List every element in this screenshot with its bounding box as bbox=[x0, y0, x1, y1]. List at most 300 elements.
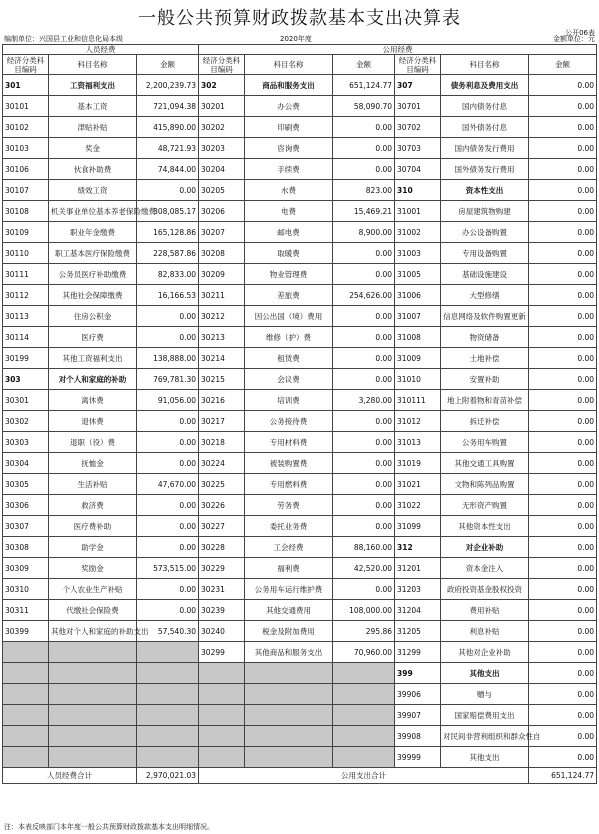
amount-cell bbox=[137, 747, 199, 768]
name-cell: 奖励金 bbox=[49, 558, 137, 579]
amount-cell bbox=[333, 684, 395, 705]
amount-cell: 0.00 bbox=[137, 411, 199, 432]
code-cell: 30702 bbox=[395, 117, 441, 138]
code-cell: 30303 bbox=[3, 432, 49, 453]
amount-cell: 0.00 bbox=[529, 705, 597, 726]
name-cell: 电费 bbox=[245, 201, 333, 222]
name-cell: 助学金 bbox=[49, 537, 137, 558]
code-cell: 39908 bbox=[395, 726, 441, 747]
name-cell: 债务利息及费用支出 bbox=[441, 75, 529, 96]
amount-cell: 0.00 bbox=[333, 411, 395, 432]
amount-cell: 0.00 bbox=[529, 348, 597, 369]
col-header-code: 经济分类科目编码 bbox=[395, 55, 441, 75]
name-cell: 国家赔偿费用支出 bbox=[441, 705, 529, 726]
table-row bbox=[3, 495, 597, 516]
amount-cell: 0.00 bbox=[529, 369, 597, 390]
code-cell: 307 bbox=[395, 75, 441, 96]
amount-cell: 0.00 bbox=[333, 138, 395, 159]
amount-cell: 58,090.70 bbox=[333, 96, 395, 117]
code-cell: 310111 bbox=[395, 390, 441, 411]
name-cell bbox=[49, 684, 137, 705]
amount-cell: 0.00 bbox=[529, 579, 597, 600]
name-cell: 其他资本性支出 bbox=[441, 516, 529, 537]
table-row bbox=[3, 516, 597, 537]
name-cell: 印刷费 bbox=[245, 117, 333, 138]
name-cell: 资本性支出 bbox=[441, 180, 529, 201]
table-row bbox=[3, 327, 597, 348]
code-cell: 303 bbox=[3, 369, 49, 390]
amount-cell: 0.00 bbox=[333, 369, 395, 390]
table-row bbox=[3, 201, 597, 222]
amount-cell: 0.00 bbox=[137, 495, 199, 516]
code-cell: 30302 bbox=[3, 411, 49, 432]
name-cell: 办公费 bbox=[245, 96, 333, 117]
code-cell bbox=[199, 726, 245, 747]
code-cell: 30701 bbox=[395, 96, 441, 117]
amount-cell: 0.00 bbox=[333, 432, 395, 453]
name-cell: 其他工资福利支出 bbox=[49, 348, 137, 369]
code-cell: 301 bbox=[3, 75, 49, 96]
name-cell bbox=[245, 663, 333, 684]
amount-cell: 651,124.77 bbox=[333, 75, 395, 96]
name-cell bbox=[49, 726, 137, 747]
code-cell: 30227 bbox=[199, 516, 245, 537]
code-cell: 302 bbox=[199, 75, 245, 96]
name-cell: 劳务费 bbox=[245, 495, 333, 516]
name-cell: 拆迁补偿 bbox=[441, 411, 529, 432]
code-cell: 30111 bbox=[3, 264, 49, 285]
name-cell: 生活补贴 bbox=[49, 474, 137, 495]
code-cell: 30229 bbox=[199, 558, 245, 579]
amount-cell: 0.00 bbox=[333, 327, 395, 348]
name-cell: 差旅费 bbox=[245, 285, 333, 306]
code-cell bbox=[199, 663, 245, 684]
code-cell: 30208 bbox=[199, 243, 245, 264]
code-cell: 310 bbox=[395, 180, 441, 201]
table-row bbox=[3, 243, 597, 264]
amount-cell: 3,280.00 bbox=[333, 390, 395, 411]
code-cell: 31006 bbox=[395, 285, 441, 306]
code-cell: 30201 bbox=[199, 96, 245, 117]
amount-cell: 0.00 bbox=[529, 327, 597, 348]
code-cell bbox=[199, 684, 245, 705]
personnel-total-value: 2,970,021.03 bbox=[137, 768, 199, 784]
amount-cell: 0.00 bbox=[333, 306, 395, 327]
amount-cell: 0.00 bbox=[333, 579, 395, 600]
name-cell: 土地补偿 bbox=[441, 348, 529, 369]
amount-cell: 0.00 bbox=[529, 390, 597, 411]
code-cell: 30399 bbox=[3, 621, 49, 642]
code-cell: 30102 bbox=[3, 117, 49, 138]
code-cell: 30112 bbox=[3, 285, 49, 306]
code-cell: 30211 bbox=[199, 285, 245, 306]
table-row bbox=[3, 684, 597, 705]
code-cell: 31205 bbox=[395, 621, 441, 642]
code-cell bbox=[3, 642, 49, 663]
code-cell bbox=[3, 747, 49, 768]
amount-cell: 0.00 bbox=[529, 516, 597, 537]
name-cell: 机关事业单位基本养老保险缴费 bbox=[49, 201, 137, 222]
amount-cell: 0.00 bbox=[529, 264, 597, 285]
amount-cell: 0.00 bbox=[529, 642, 597, 663]
name-cell: 基础设施建设 bbox=[441, 264, 529, 285]
name-cell: 伙食补助费 bbox=[49, 159, 137, 180]
name-cell: 国内债务付息 bbox=[441, 96, 529, 117]
table-row bbox=[3, 411, 597, 432]
code-cell: 31007 bbox=[395, 306, 441, 327]
amount-cell: 82,833.00 bbox=[137, 264, 199, 285]
amount-cell: 108,000.00 bbox=[333, 600, 395, 621]
amount-cell: 0.00 bbox=[333, 453, 395, 474]
name-cell: 委托业务费 bbox=[245, 516, 333, 537]
col-header-amount: 金额 bbox=[333, 55, 395, 75]
code-cell: 39999 bbox=[395, 747, 441, 768]
amount-cell bbox=[333, 663, 395, 684]
amount-cell: 0.00 bbox=[333, 264, 395, 285]
name-cell: 抚恤金 bbox=[49, 453, 137, 474]
name-cell: 水费 bbox=[245, 180, 333, 201]
col-header-amount: 金额 bbox=[137, 55, 199, 75]
code-cell: 30110 bbox=[3, 243, 49, 264]
code-cell bbox=[3, 663, 49, 684]
name-cell: 办公设备购置 bbox=[441, 222, 529, 243]
code-cell: 30114 bbox=[3, 327, 49, 348]
year-label: 2020年度 bbox=[280, 35, 312, 43]
name-cell: 代缴社会保险费 bbox=[49, 600, 137, 621]
code-cell: 30225 bbox=[199, 474, 245, 495]
table-row bbox=[3, 222, 597, 243]
amount-cell: 0.00 bbox=[529, 537, 597, 558]
name-cell: 救济费 bbox=[49, 495, 137, 516]
name-cell: 租赁费 bbox=[245, 348, 333, 369]
name-cell: 其他支出 bbox=[441, 747, 529, 768]
name-cell: 退休费 bbox=[49, 411, 137, 432]
name-cell: 绩效工资 bbox=[49, 180, 137, 201]
code-cell: 31204 bbox=[395, 600, 441, 621]
table-row bbox=[3, 264, 597, 285]
code-cell: 31008 bbox=[395, 327, 441, 348]
amount-cell: 2,200,239.73 bbox=[137, 75, 199, 96]
amount-cell bbox=[333, 726, 395, 747]
amount-cell: 0.00 bbox=[333, 516, 395, 537]
amount-cell: 47,670.00 bbox=[137, 474, 199, 495]
amount-cell: 0.00 bbox=[333, 243, 395, 264]
table-row bbox=[3, 663, 597, 684]
amount-cell bbox=[137, 684, 199, 705]
name-cell: 国外债务付息 bbox=[441, 117, 529, 138]
table-row bbox=[3, 306, 597, 327]
name-cell: 因公出国（境）费用 bbox=[245, 306, 333, 327]
code-cell: 30212 bbox=[199, 306, 245, 327]
amount-cell: 0.00 bbox=[529, 621, 597, 642]
amount-cell: 0.00 bbox=[529, 243, 597, 264]
col-header-amount: 金额 bbox=[529, 55, 597, 75]
amount-cell: 0.00 bbox=[529, 96, 597, 117]
table-code: 公开06表 bbox=[565, 29, 595, 37]
public-total-value: 651,124.77 bbox=[529, 768, 597, 784]
expenditure-table bbox=[2, 44, 597, 784]
code-cell: 31201 bbox=[395, 558, 441, 579]
col-header-code: 经济分类科目编码 bbox=[3, 55, 49, 75]
name-cell: 福利费 bbox=[245, 558, 333, 579]
name-cell: 地上附着物和青苗补偿 bbox=[441, 390, 529, 411]
amount-cell: 823.00 bbox=[333, 180, 395, 201]
code-cell: 30214 bbox=[199, 348, 245, 369]
code-cell: 30215 bbox=[199, 369, 245, 390]
code-cell: 30305 bbox=[3, 474, 49, 495]
amount-cell: 15,469.21 bbox=[333, 201, 395, 222]
table-row bbox=[3, 621, 597, 642]
table-row bbox=[3, 579, 597, 600]
name-cell: 其他社会保障缴费 bbox=[49, 285, 137, 306]
name-cell bbox=[245, 684, 333, 705]
code-cell: 30207 bbox=[199, 222, 245, 243]
name-cell: 手续费 bbox=[245, 159, 333, 180]
amount-cell: 0.00 bbox=[529, 75, 597, 96]
amount-cell: 16,166.53 bbox=[137, 285, 199, 306]
code-cell: 30304 bbox=[3, 453, 49, 474]
name-cell: 个人农业生产补贴 bbox=[49, 579, 137, 600]
name-cell: 税金及附加费用 bbox=[245, 621, 333, 642]
amount-cell: 57,540.30 bbox=[137, 621, 199, 642]
name-cell: 职工基本医疗保险缴费 bbox=[49, 243, 137, 264]
amount-cell: 0.00 bbox=[529, 684, 597, 705]
name-cell: 其他商品和服务支出 bbox=[245, 642, 333, 663]
amount-cell: 0.00 bbox=[529, 474, 597, 495]
code-cell: 31001 bbox=[395, 201, 441, 222]
code-cell: 30109 bbox=[3, 222, 49, 243]
col-header-code: 经济分类科目编码 bbox=[199, 55, 245, 75]
table-row bbox=[3, 348, 597, 369]
code-cell bbox=[199, 747, 245, 768]
amount-cell: 0.00 bbox=[333, 348, 395, 369]
code-cell: 30239 bbox=[199, 600, 245, 621]
code-cell: 31099 bbox=[395, 516, 441, 537]
amount-cell: 254,626.00 bbox=[333, 285, 395, 306]
amount-cell: 0.00 bbox=[137, 516, 199, 537]
name-cell: 公务用车购置 bbox=[441, 432, 529, 453]
amount-cell: 0.00 bbox=[137, 579, 199, 600]
amount-cell: 0.00 bbox=[529, 306, 597, 327]
name-cell: 对个人和家庭的补助 bbox=[49, 369, 137, 390]
name-cell: 津贴补贴 bbox=[49, 117, 137, 138]
name-cell: 资本金注入 bbox=[441, 558, 529, 579]
name-cell: 物资储备 bbox=[441, 327, 529, 348]
table-row bbox=[3, 726, 597, 747]
name-cell: 邮电费 bbox=[245, 222, 333, 243]
amount-cell: 0.00 bbox=[529, 663, 597, 684]
name-cell: 费用补贴 bbox=[441, 600, 529, 621]
code-cell: 30209 bbox=[199, 264, 245, 285]
code-cell: 31022 bbox=[395, 495, 441, 516]
name-cell bbox=[245, 726, 333, 747]
amount-cell: 0.00 bbox=[529, 138, 597, 159]
amount-cell: 0.00 bbox=[333, 117, 395, 138]
code-cell: 30106 bbox=[3, 159, 49, 180]
table-row bbox=[3, 642, 597, 663]
amount-cell: 0.00 bbox=[333, 474, 395, 495]
name-cell: 其他交通费用 bbox=[245, 600, 333, 621]
amount-cell: 70,960.00 bbox=[333, 642, 395, 663]
amount-cell: 165,128.86 bbox=[137, 222, 199, 243]
name-cell bbox=[245, 705, 333, 726]
code-cell: 30306 bbox=[3, 495, 49, 516]
amount-cell: 721,094.38 bbox=[137, 96, 199, 117]
table-row bbox=[3, 180, 597, 201]
table-row bbox=[3, 285, 597, 306]
name-cell: 其他交通工具购置 bbox=[441, 453, 529, 474]
table-row bbox=[3, 75, 597, 96]
footnote: 注：本表反映部门本年度一般公共预算财政拨款基本支出明细情况。 bbox=[4, 823, 214, 831]
name-cell: 其他对个人和家庭的补助支出 bbox=[49, 621, 137, 642]
amount-cell bbox=[333, 705, 395, 726]
name-cell bbox=[49, 747, 137, 768]
table-row bbox=[3, 159, 597, 180]
code-cell: 31003 bbox=[395, 243, 441, 264]
amount-cell: 0.00 bbox=[529, 453, 597, 474]
name-cell bbox=[49, 642, 137, 663]
amount-cell: 0.00 bbox=[137, 180, 199, 201]
amount-cell: 0.00 bbox=[529, 159, 597, 180]
name-cell: 大型修缮 bbox=[441, 285, 529, 306]
code-cell: 31009 bbox=[395, 348, 441, 369]
name-cell: 退职（役）费 bbox=[49, 432, 137, 453]
amount-cell: 295.86 bbox=[333, 621, 395, 642]
code-cell: 30703 bbox=[395, 138, 441, 159]
code-cell: 30205 bbox=[199, 180, 245, 201]
table-row bbox=[3, 558, 597, 579]
table-body bbox=[3, 75, 597, 768]
code-cell: 30231 bbox=[199, 579, 245, 600]
amount-cell: 138,888.00 bbox=[137, 348, 199, 369]
code-cell: 31010 bbox=[395, 369, 441, 390]
code-cell: 30299 bbox=[199, 642, 245, 663]
name-cell: 离休费 bbox=[49, 390, 137, 411]
code-cell: 399 bbox=[395, 663, 441, 684]
amount-cell: 0.00 bbox=[137, 453, 199, 474]
name-cell: 对民间非营利组织和群众性自 bbox=[441, 726, 529, 747]
table-row bbox=[3, 117, 597, 138]
code-cell: 30308 bbox=[3, 537, 49, 558]
table-row bbox=[3, 96, 597, 117]
code-cell: 31299 bbox=[395, 642, 441, 663]
amount-cell: 74,844.00 bbox=[137, 159, 199, 180]
amount-cell: 0.00 bbox=[137, 327, 199, 348]
amount-cell: 0.00 bbox=[529, 747, 597, 768]
amount-cell: 0.00 bbox=[333, 495, 395, 516]
code-cell bbox=[199, 705, 245, 726]
name-cell: 维修（护）费 bbox=[245, 327, 333, 348]
amount-cell: 0.00 bbox=[529, 726, 597, 747]
amount-cell: 0.00 bbox=[333, 159, 395, 180]
code-cell bbox=[3, 726, 49, 747]
code-cell: 30202 bbox=[199, 117, 245, 138]
name-cell: 物业管理费 bbox=[245, 264, 333, 285]
amount-cell: 0.00 bbox=[529, 180, 597, 201]
table-row bbox=[3, 390, 597, 411]
amount-cell: 88,160.00 bbox=[333, 537, 395, 558]
name-cell: 赠与 bbox=[441, 684, 529, 705]
code-cell: 30108 bbox=[3, 201, 49, 222]
amount-cell: 573,515.00 bbox=[137, 558, 199, 579]
name-cell: 信息网络及软件购置更新 bbox=[441, 306, 529, 327]
name-cell: 培训费 bbox=[245, 390, 333, 411]
code-cell: 30217 bbox=[199, 411, 245, 432]
table-row bbox=[3, 600, 597, 621]
amount-cell bbox=[137, 663, 199, 684]
name-cell: 对企业补助 bbox=[441, 537, 529, 558]
amount-cell: 0.00 bbox=[137, 306, 199, 327]
code-cell: 30218 bbox=[199, 432, 245, 453]
code-cell: 30228 bbox=[199, 537, 245, 558]
currency-label: 金额单位：元 bbox=[553, 35, 595, 43]
amount-cell: 0.00 bbox=[529, 600, 597, 621]
name-cell: 专用设备购置 bbox=[441, 243, 529, 264]
table-row bbox=[3, 537, 597, 558]
amount-cell: 228,587.86 bbox=[137, 243, 199, 264]
name-cell: 政府投资基金股权投资 bbox=[441, 579, 529, 600]
amount-cell: 769,781.30 bbox=[137, 369, 199, 390]
code-cell: 39907 bbox=[395, 705, 441, 726]
name-cell: 奖金 bbox=[49, 138, 137, 159]
code-cell: 30307 bbox=[3, 516, 49, 537]
code-cell: 30301 bbox=[3, 390, 49, 411]
amount-cell: 0.00 bbox=[529, 432, 597, 453]
amount-cell: 42,520.00 bbox=[333, 558, 395, 579]
code-cell: 31005 bbox=[395, 264, 441, 285]
name-cell: 医疗费补助 bbox=[49, 516, 137, 537]
code-cell: 31012 bbox=[395, 411, 441, 432]
amount-cell: 0.00 bbox=[529, 495, 597, 516]
code-cell: 31013 bbox=[395, 432, 441, 453]
code-cell: 30107 bbox=[3, 180, 49, 201]
table-row bbox=[3, 747, 597, 768]
name-cell: 取暖费 bbox=[245, 243, 333, 264]
name-cell: 公务用车运行维护费 bbox=[245, 579, 333, 600]
code-cell: 30216 bbox=[199, 390, 245, 411]
table-row bbox=[3, 369, 597, 390]
table-row bbox=[3, 432, 597, 453]
amount-cell: 0.00 bbox=[529, 201, 597, 222]
name-cell: 安置补助 bbox=[441, 369, 529, 390]
name-cell: 专用材料费 bbox=[245, 432, 333, 453]
amount-cell: 0.00 bbox=[529, 558, 597, 579]
table-row bbox=[3, 453, 597, 474]
name-cell: 工会经费 bbox=[245, 537, 333, 558]
code-cell: 30224 bbox=[199, 453, 245, 474]
code-cell: 31021 bbox=[395, 474, 441, 495]
unit-label: 编制单位：兴国县工业和信息化局本级 bbox=[4, 35, 123, 43]
header-public: 公用经费 bbox=[199, 45, 597, 55]
code-cell: 30240 bbox=[199, 621, 245, 642]
amount-cell: 0.00 bbox=[137, 537, 199, 558]
code-cell: 31203 bbox=[395, 579, 441, 600]
amount-cell bbox=[137, 642, 199, 663]
amount-cell bbox=[333, 747, 395, 768]
amount-cell bbox=[137, 726, 199, 747]
name-cell: 其他对企业补助 bbox=[441, 642, 529, 663]
name-cell: 公务员医疗补助缴费 bbox=[49, 264, 137, 285]
code-cell: 31002 bbox=[395, 222, 441, 243]
code-cell: 30113 bbox=[3, 306, 49, 327]
name-cell: 专用燃料费 bbox=[245, 474, 333, 495]
amount-cell: 0.00 bbox=[529, 117, 597, 138]
amount-cell bbox=[137, 705, 199, 726]
table-row bbox=[3, 474, 597, 495]
amount-cell: 48,721.93 bbox=[137, 138, 199, 159]
name-cell: 房屋建筑物购建 bbox=[441, 201, 529, 222]
code-cell: 30101 bbox=[3, 96, 49, 117]
